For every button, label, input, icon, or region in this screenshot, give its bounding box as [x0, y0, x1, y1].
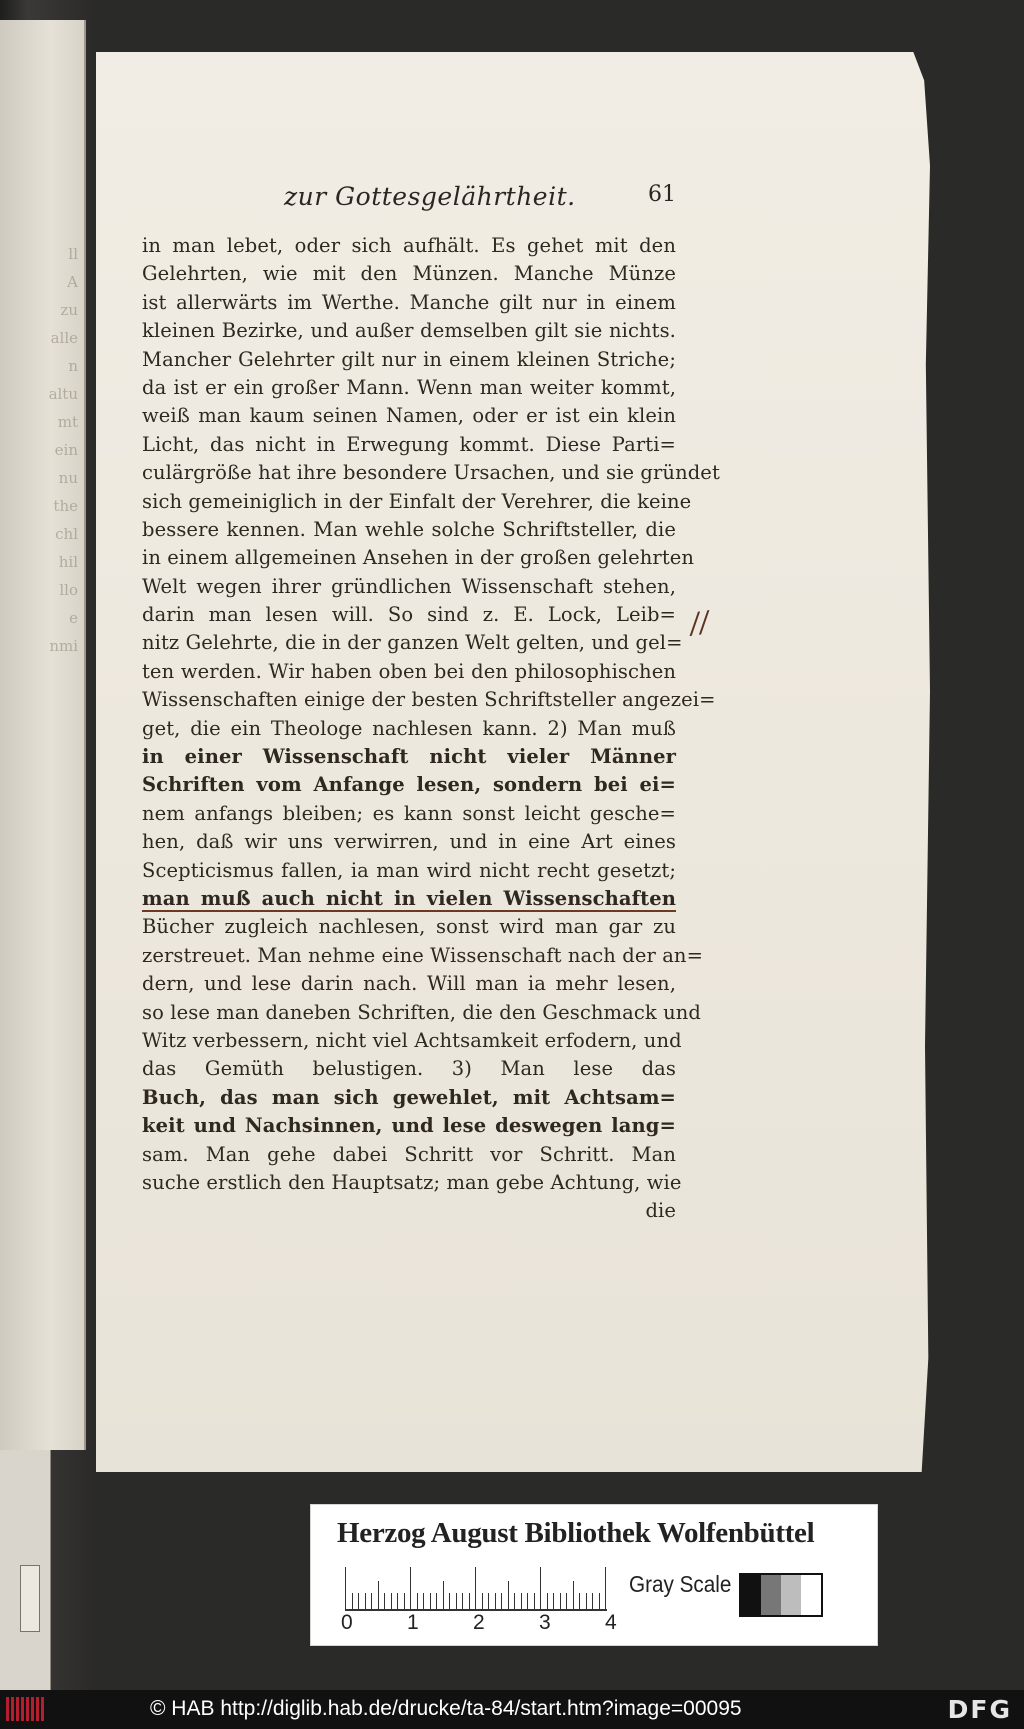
- ruler-tick: [534, 1593, 535, 1611]
- text-line: nitz Gelehrte, die in der ganzen Welt gelten, und gel=: [142, 631, 683, 655]
- ruler-tick: [436, 1593, 437, 1611]
- text-line: Witz verbessern, nicht viel Achtsamkeit erfodern, und: [142, 1028, 682, 1052]
- ruler-tick: [410, 1567, 411, 1611]
- ruler-tick: [553, 1593, 554, 1611]
- text-line: ten werden. Wir haben oben bei den philosophischen: [142, 659, 676, 683]
- ruler-tick: [443, 1581, 444, 1611]
- text-line: Gelehrten, wie mit den Münzen. Manche Münze: [142, 262, 676, 286]
- running-head: [236, 182, 676, 218]
- ruler-number: 1: [407, 1611, 419, 1634]
- text-line: sam. Man gehe dabei Schritt vor Schritt. Man: [142, 1142, 676, 1166]
- ruler-scale: [345, 1563, 607, 1611]
- text-line: weiß man kaum seinen Namen, oder er ist ein klein: [142, 404, 676, 428]
- previous-page-edge: [0, 20, 86, 1450]
- ruler-tick: [547, 1593, 548, 1611]
- gray-scale-label: Gray Scale: [629, 1571, 732, 1597]
- text-line: suche erstlich den Hauptsatz; man gebe Achtung, wie: [142, 1170, 682, 1194]
- text-line: so lese man daneben Schriften, die den Geschmack und: [142, 1000, 701, 1024]
- ruler-tick: [475, 1567, 476, 1611]
- text-line: Wissenschaften einige der besten Schriftsteller angezei=: [142, 688, 716, 712]
- running-head-title: zur Gottesgelährtheit.: [284, 182, 576, 211]
- text-line-underlined: [142, 885, 676, 913]
- ruler-number: 3: [539, 1611, 551, 1634]
- text-line: dern, und lese darin nach. Will man ia mehr lesen,: [142, 972, 676, 996]
- ruler-tick: [417, 1593, 418, 1611]
- ruler-tick: [495, 1593, 496, 1611]
- ruler-tick: [560, 1593, 561, 1611]
- gray-patch: [761, 1575, 781, 1615]
- text-line: hen, daß wir uns verwirren, und in eine Art eines: [142, 830, 676, 854]
- ruler-tick: [352, 1593, 353, 1611]
- ruler-tick: [365, 1593, 366, 1611]
- ruler-number: 0: [341, 1611, 353, 1634]
- ruler-tick: [527, 1593, 528, 1611]
- text-line: Mancher Gelehrter gilt nur in einem kleinen Striche;: [142, 347, 676, 371]
- text-line-emphasis: Buch, das man sich gewehlet, mit Achtsam=: [142, 1085, 676, 1109]
- strip-label: [20, 1565, 40, 1632]
- gray-patch: [781, 1575, 801, 1615]
- ruler-tick: [345, 1567, 346, 1611]
- ruler-tick: [482, 1593, 483, 1611]
- library-name: Herzog August Bibliothek Wolfenbüttel: [337, 1517, 815, 1549]
- dfg-logo: DFG: [947, 1695, 1012, 1724]
- gray-scale-swatch: [739, 1573, 823, 1617]
- ruler-tick: [391, 1593, 392, 1611]
- text-line: Scepticismus fallen, ia man wird nicht recht gesetzt;: [142, 858, 676, 882]
- gray-patch: [801, 1575, 821, 1615]
- ruler-tick: [592, 1593, 593, 1611]
- text-line-underlined: Bücher zugleich nachlesen, sonst wird man gar zu: [142, 915, 676, 939]
- ruler-tick: [456, 1593, 457, 1611]
- ruler-tick: [397, 1593, 398, 1611]
- text-line: culärgröße hat ihre besondere Ursachen, und sie gründet: [142, 461, 720, 485]
- text-line: Licht, das nicht in Erwegung kommt. Diese Parti=: [142, 432, 676, 456]
- text-line: ist allerwärts im Werthe. Manche gilt nur in einem: [142, 290, 676, 314]
- ruler-tick: [540, 1567, 541, 1611]
- text-line: kleinen Bezirke, und außer demselben gilt sie nichts.: [142, 319, 676, 343]
- ruler-tick: [586, 1593, 587, 1611]
- library-color-card: [310, 1504, 878, 1646]
- ruler-tick: [430, 1593, 431, 1611]
- text-line: in einem allgemeinen Ansehen in der großen gelehrten: [142, 546, 695, 570]
- barcode-icon: [6, 1697, 46, 1721]
- catchword: die: [645, 1199, 676, 1223]
- text-line: das Gemüth belustigen. 3) Man lese das: [142, 1057, 676, 1081]
- text-line-emphasis: in einer Wissenschaft nicht vieler Männer: [142, 745, 676, 769]
- footer-bar: [0, 1690, 1024, 1729]
- gray-patch: [741, 1575, 761, 1615]
- ruler-tick: [508, 1581, 509, 1611]
- ruler-tick: [462, 1593, 463, 1611]
- ruler-tick: [566, 1593, 567, 1611]
- ruler-tick: [358, 1593, 359, 1611]
- text-line: get, die ein Theologe nachlesen kann. 2) Man muß: [142, 716, 676, 740]
- ruler-tick: [469, 1593, 470, 1611]
- previous-page-text: ll A zu alle n altu mt ein nu the chl hil llo e nmi: [48, 245, 78, 655]
- ruler-tick: [599, 1593, 600, 1611]
- ruler-number: 4: [605, 1611, 617, 1634]
- text-line-emphasis: Schriften vom Anfange lesen, sondern bei ei=: [142, 773, 676, 797]
- ruler-tick: [521, 1593, 522, 1611]
- ruler-numbers: [341, 1611, 641, 1637]
- text-line: sich gemeiniglich in der Einfalt der Verehrer, die keine: [142, 489, 692, 513]
- ruler-tick: [501, 1593, 502, 1611]
- text-line-emphasis: keit und Nachsinnen, und lese deswegen lang=: [142, 1114, 676, 1138]
- ruler-tick: [423, 1593, 424, 1611]
- margin-annotation: //: [687, 604, 712, 641]
- footer-source-link[interactable]: © HAB http://diglib.hab.de/drucke/ta-84/start.htm?image=00095: [150, 1697, 742, 1720]
- text-line: nem anfangs bleiben; es kann sonst leicht gesche=: [142, 801, 676, 825]
- text-line: darin man lesen will. So sind z. E. Lock, Leib=: [142, 603, 676, 627]
- ruler-number: 2: [473, 1611, 485, 1634]
- text-line: Welt wegen ihrer gründlichen Wissenschaft stehen,: [142, 574, 676, 598]
- ruler-tick: [605, 1567, 606, 1611]
- text-line: zerstreuet. Man nehme eine Wissenschaft nach der an=: [142, 943, 704, 967]
- ruler-tick: [449, 1593, 450, 1611]
- ruler-tick: [378, 1581, 379, 1611]
- ruler-tick: [579, 1593, 580, 1611]
- ruler-tick: [514, 1593, 515, 1611]
- bottom-left-strip: [0, 1450, 51, 1690]
- page-number: 61: [648, 182, 676, 207]
- text-line: bessere kennen. Man wehle solche Schriftsteller, die: [142, 517, 676, 541]
- text-line: da ist er ein großer Mann. Wenn man weiter kommt,: [142, 375, 676, 399]
- underline-mark: man muß auch nicht in vielen Wissenschaften: [142, 886, 676, 910]
- ruler-tick: [573, 1581, 574, 1611]
- text-line: in man lebet, oder sich aufhält. Es gehet mit den: [142, 234, 676, 257]
- ruler-tick: [384, 1593, 385, 1611]
- ruler-tick: [488, 1593, 489, 1611]
- ruler-tick: [371, 1593, 372, 1611]
- ruler-tick: [404, 1593, 405, 1611]
- page-text: [142, 232, 720, 1226]
